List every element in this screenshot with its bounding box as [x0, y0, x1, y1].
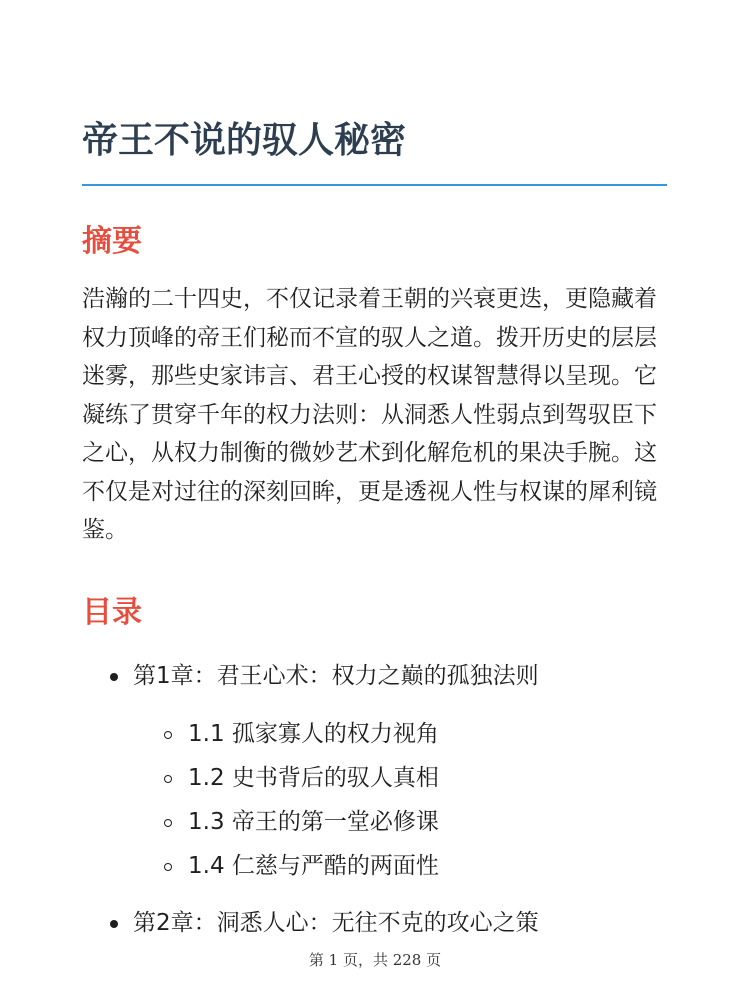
abstract-body: 浩瀚的二十四史，不仅记录着王朝的兴衰更迭，更隐藏着权力顶峰的帝王们秘而不宣的驭人之道。拨开历史的层层迷雾，那些史家讳言、君王心授的权谋智慧得以呈现。它凝练了贯穿千年的权力法则：从洞悉人性弱点到驾驭臣下之心，从权力制衡的微妙艺术到化解危机的果决手腕。这不仅是对过往的深刻回眸，更是透视人性与权谋的犀利镜鉴。	[82, 286, 657, 543]
toc-section-1-4[interactable]: 1.4 仁慈与严酷的两面性	[188, 853, 439, 879]
toc-section-1-2[interactable]: 1.2 史书背后的驭人真相	[188, 765, 439, 791]
section-bullet-icon	[164, 863, 172, 871]
section-bullet-icon	[164, 775, 172, 783]
page-number-footer: 第 1 页，共 228 页	[308, 951, 442, 969]
section-bullet-icon	[164, 819, 172, 827]
toc-heading: 目录	[82, 595, 142, 630]
section-bullet-icon	[164, 731, 172, 739]
title-divider	[82, 184, 667, 186]
chapter-bullet-icon	[110, 673, 118, 681]
toc-section-1-3[interactable]: 1.3 帝王的第一堂必修课	[188, 809, 439, 835]
toc-section-1-1[interactable]: 1.1 孤家寡人的权力视角	[188, 721, 439, 747]
chapter-bullet-icon	[110, 920, 118, 928]
toc-chapter-1[interactable]: 第1章：君王心术：权力之巅的孤独法则	[133, 663, 539, 689]
toc-chapter-2[interactable]: 第2章：洞悉人心：无往不克的攻心之策	[133, 910, 539, 936]
document-title: 帝王不说的驭人秘密	[82, 120, 407, 161]
abstract-heading: 摘要	[82, 224, 142, 259]
